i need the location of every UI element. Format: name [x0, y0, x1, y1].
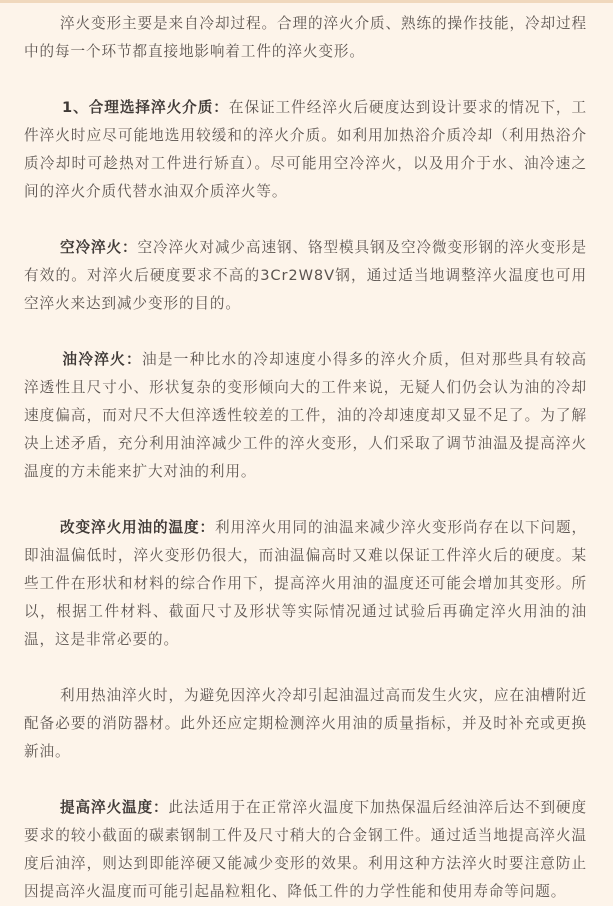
paragraph-oil-temperature [24, 514, 587, 654]
paragraph-text: 淬火变形主要是来自冷却过程。合理的淬火介质、熟练的操作技能，冷却过程中的每一个环节都直接地影响着工件的淬火变形。 [24, 15, 587, 60]
section-heading: 1、合理选择淬火介质： [62, 99, 229, 116]
section-heading: 油冷淬火： [62, 351, 142, 368]
paragraph-oil-quench [24, 346, 587, 486]
paragraph-air-quench [24, 234, 587, 318]
paragraph-text: 利用热油淬火时，为避免因淬火冷却引起油温过高而发生火灾，应在油槽附近配备必要的消防器材。此外还应定期检测淬火用油的质量指标，并及时补充或更换新油。 [24, 687, 587, 760]
section-heading: 改变淬火用油的温度： [60, 519, 215, 536]
paragraph-text: 此法适用于在正常淬火温度下加热保温后经油淬后达不到硬度要求的较小截面的碳素钢制工件及尺寸稍大的合金钢工件。通过适当地提高淬火温度后油淬，则达到即能淬硬又能减少变形的效果。利用这种方法淬火时要注意防止因提高淬火温度而可能引起晶粒粗化、降低工件的力学性能和使用寿命等问题。 [24, 799, 587, 900]
paragraph-text: 在保证工件经淬火后硬度达到设计要求的情况下，工件淬火时应尽可能地选用较缓和的淬火介质。如利用加热浴介质冷却（利用热浴介质冷却时可趁热对工件进行矫直）。尽可能用空冷淬火，以及用介于水、油冷速之间的淬火介质代替水油双介质淬火等。 [24, 99, 587, 200]
paragraph-hot-oil-safety [24, 682, 587, 766]
paragraph-select-medium [24, 94, 587, 206]
section-heading: 空冷淬火： [60, 239, 138, 256]
paragraph-text: 油是一种比水的冷却速度小得多的淬火介质，但对那些具有较高淬透性且尺寸小、形状复杂的变形倾向大的工件来说，无疑人们仍会认为油的冷却速度偏高，而对尺不大但淬透性较差的工件，油的冷却速度却又显不足了。为了解决上述矛盾，充分利用油淬减少工件的淬火变形，人们采取了调节油温及提高淬火温度的方未能来扩大对油的利用。 [24, 351, 587, 480]
paragraph-text: 利用淬火用同的油温来减少淬火变形尚存在以下问题，即油温偏低时，淬火变形仍很大，而油温偏高时又难以保证工件淬火后的硬度。某些工件在形状和材料的综合作用下，提高淬火用油的温度还可能会增加其变形。所以，根据工件材料、截面尺寸及形状等实际情况通过试验后再确定淬火用油的油温，这是非常必要的。 [24, 519, 587, 648]
paragraph-text: 空冷淬火对减少高速钢、铬型模具钢及空冷微变形钢的淬火变形是有效的。对淬火后硬度要求不高的3Cr2W8V钢，通过适当地调整淬火温度也可用空淬火来达到减少变形的目的。 [24, 239, 587, 312]
paragraph-intro [24, 10, 587, 66]
paragraph-raise-temperature [24, 794, 587, 906]
section-heading: 提高淬火温度： [60, 799, 169, 816]
